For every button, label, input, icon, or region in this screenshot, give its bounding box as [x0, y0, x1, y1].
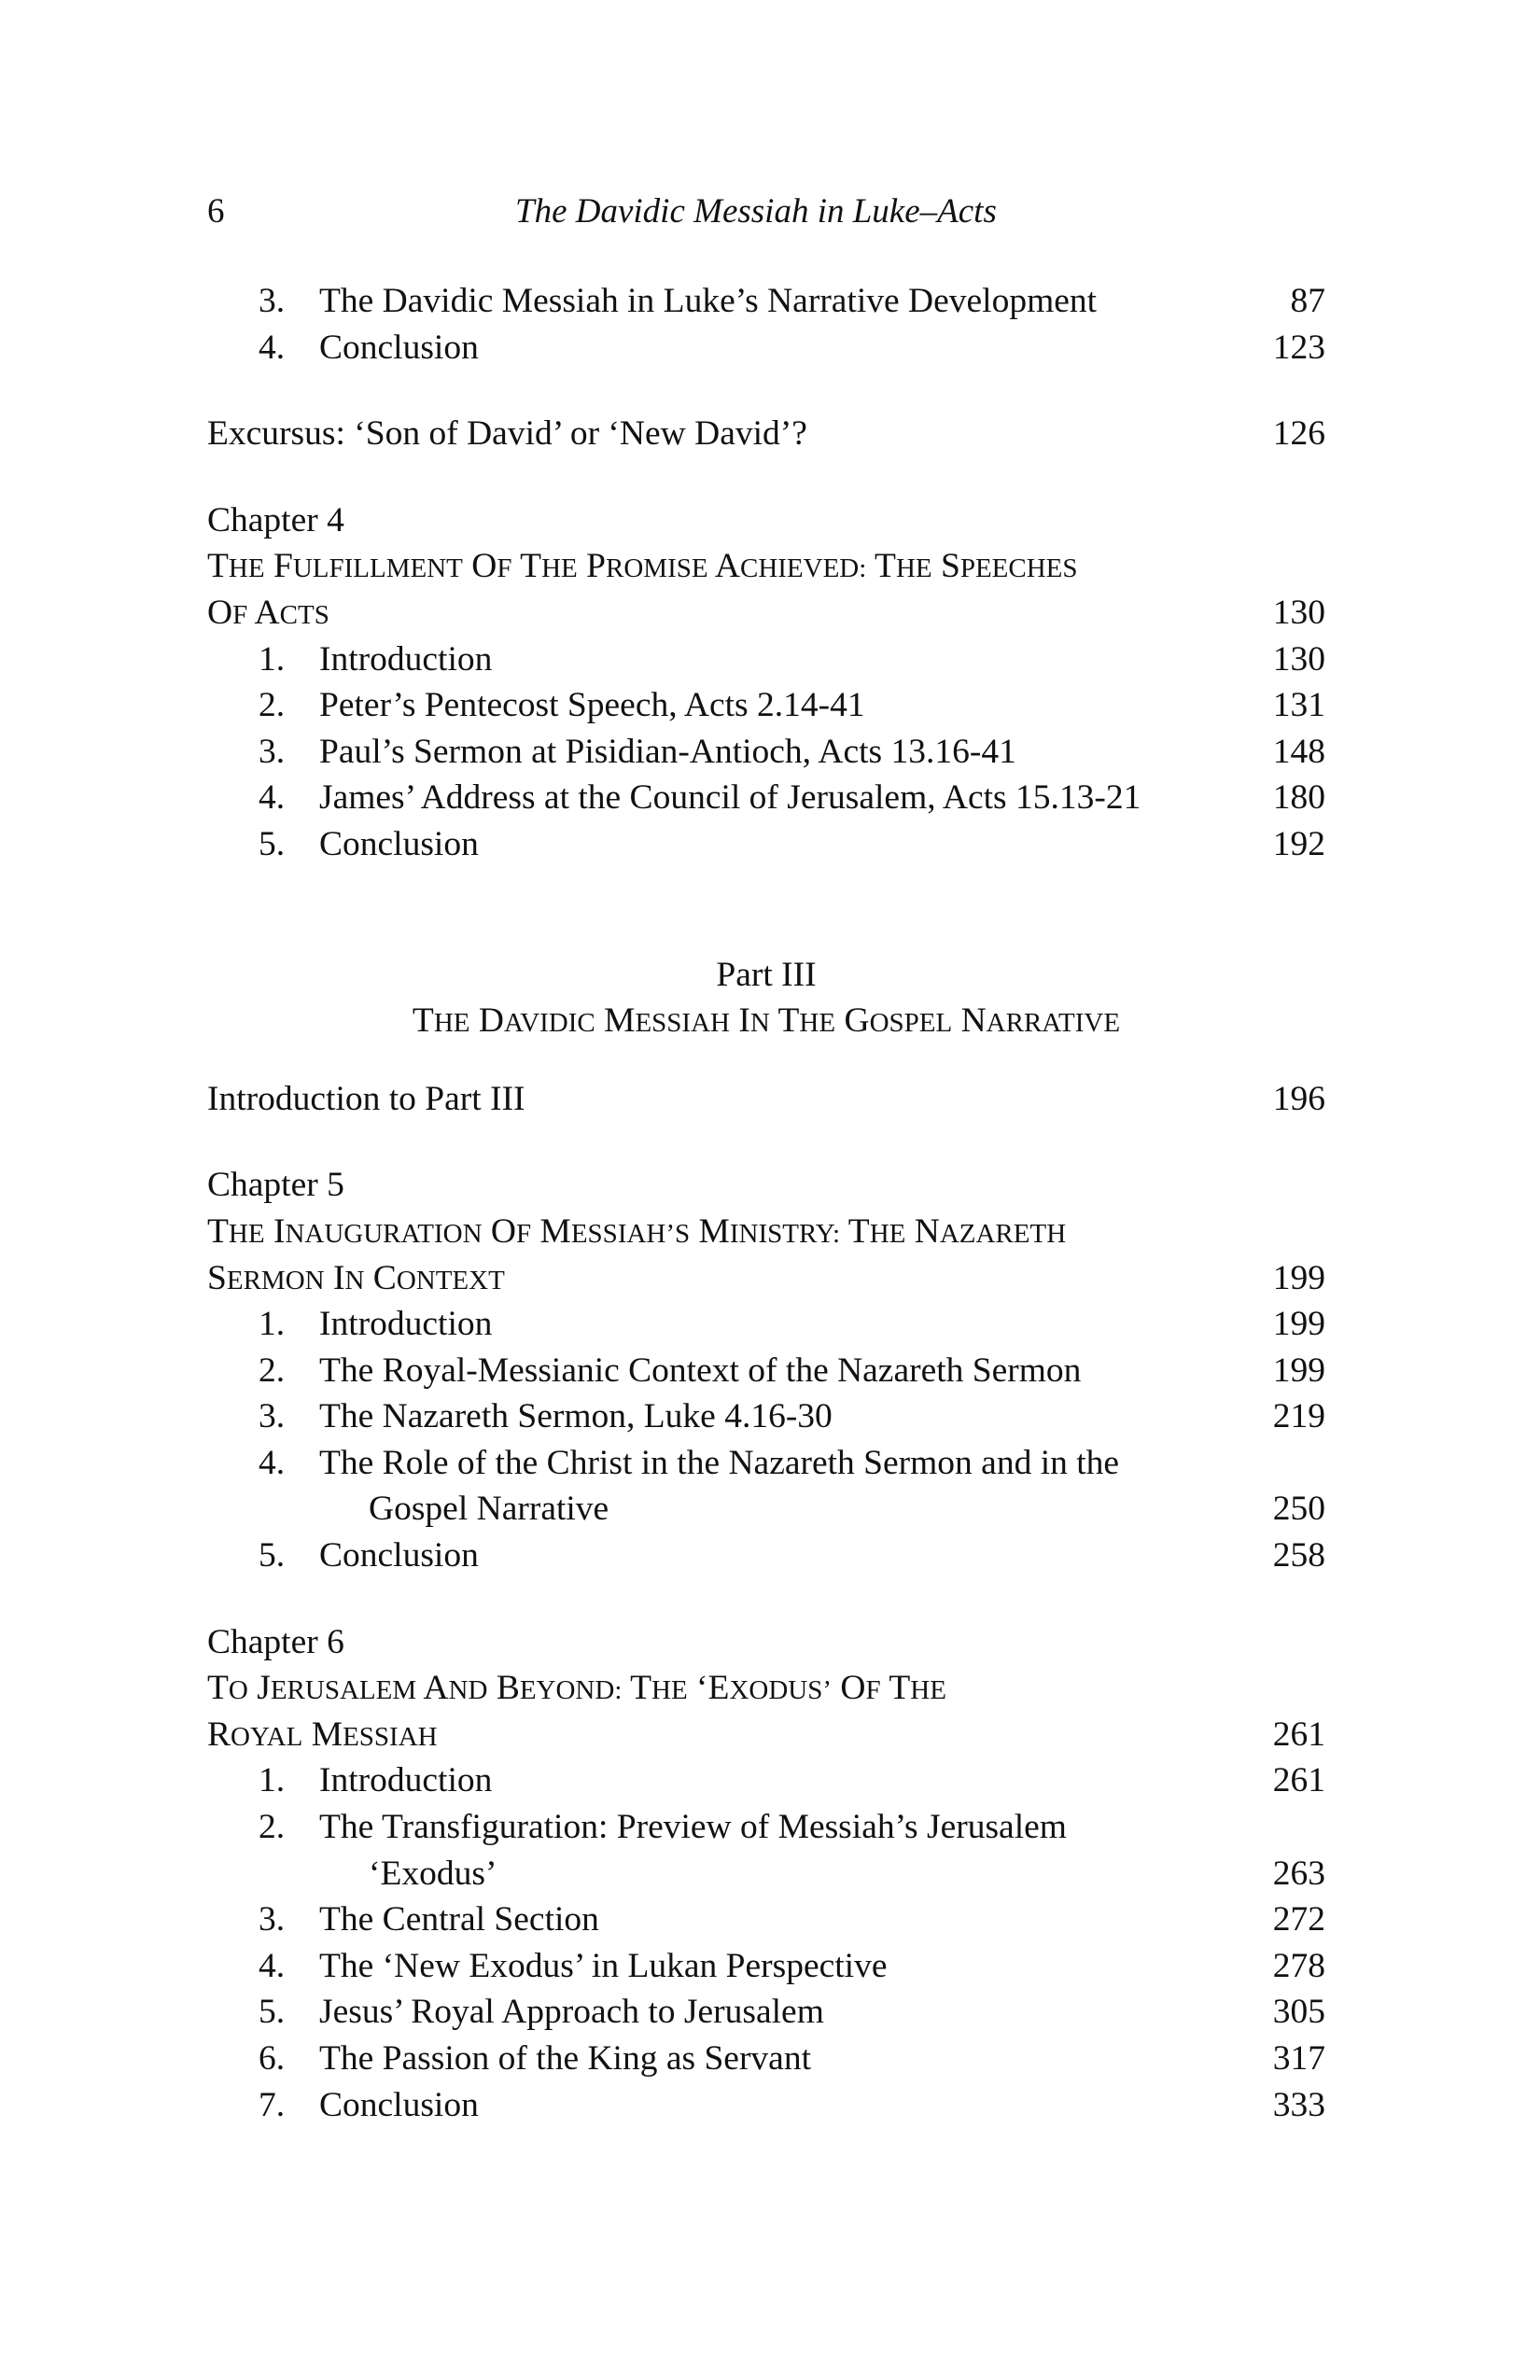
running-header [207, 191, 1327, 236]
running-title: The Davidic Messiah in Luke–Acts [515, 192, 997, 231]
chapter-page: 130 [1272, 593, 1325, 632]
toc-entry: 6. The Passion of the King as Servant 317 [259, 2039, 1325, 2078]
chapter-label: Chapter 4 [207, 500, 344, 539]
entry-number: 3. [259, 282, 286, 320]
toc-entry: 3. The Central Section 272 [259, 1900, 1325, 1939]
toc-entry [207, 325, 1325, 371]
toc-entry: 4. The Role of the Christ in the Nazareth Sermon and in the [259, 1443, 1120, 1482]
toc-entry: 2. Peter’s Pentecost Speech, Acts 2.14-41 131 [259, 686, 1325, 725]
toc-entry: 3. Paul’s Sermon at Pisidian-Antioch, Acts 13.16-41 148 [259, 732, 1325, 771]
part-label: Part III [716, 955, 817, 994]
toc-excursus [207, 411, 1325, 457]
entry-page: 123 [1272, 328, 1325, 367]
toc-entry: 3. The Nazareth Sermon, Luke 4.16-30 219 [259, 1397, 1325, 1436]
entry-number: 4. [259, 328, 286, 367]
chapter-title: THE INAUGURATION OF MESSIAH’S MINISTRY: THE NAZARETH [207, 1211, 1067, 1251]
entry-page: 87 [1290, 282, 1325, 320]
chapter-label: Chapter 6 [207, 1622, 344, 1661]
toc-entry [207, 278, 1325, 325]
table-of-contents [207, 278, 1325, 2128]
chapter-title: TO JERUSALEM AND BEYOND: THE ‘EXODUS’ OF THE [207, 1669, 946, 1708]
toc-entry: 4. The ‘New Exodus’ in Lukan Perspective 278 [259, 1946, 1325, 1985]
chapter-title: THE FULFILLMENT OF THE PROMISE ACHIEVED: THE SPEECHES [207, 547, 1078, 586]
toc-entry: 5. Conclusion 192 [259, 824, 1325, 863]
part-title: THE DAVIDIC MESSIAH IN THE GOSPEL NARRATIVE [412, 1001, 1121, 1041]
toc-entry: 4. James’ Address at the Council of Jerusalem, Acts 15.13-21 180 [259, 778, 1325, 818]
entry-title: Conclusion [319, 328, 479, 367]
toc-entry: 5. Conclusion 258 [259, 1536, 1325, 1575]
chapter-label: Chapter 5 [207, 1166, 344, 1205]
entry-title: The Davidic Messiah in Luke’s Narrative Development [319, 282, 1098, 320]
excursus-page: 126 [1272, 414, 1325, 454]
toc-entry: 1. Introduction 199 [259, 1305, 1325, 1344]
toc-entry-continuation: ‘Exodus’ 263 [369, 1854, 1325, 1893]
chapter-title: ROYAL MESSIAH 261 [207, 1715, 1325, 1754]
toc-entry: 5. Jesus’ Royal Approach to Jerusalem 305 [259, 1993, 1325, 2032]
toc-entry-continuation: Gospel Narrative 250 [369, 1490, 1325, 1529]
toc-entry: 2. The Royal-Messianic Context of the Nazareth Sermon 199 [259, 1351, 1325, 1390]
toc-entry: 1. Introduction 261 [259, 1761, 1325, 1800]
toc-entry: 1. Introduction 130 [259, 639, 1325, 679]
toc-part-intro: Introduction to Part III 196 [207, 1079, 1325, 1118]
chapter-title: OF ACTS 130 [207, 590, 1325, 637]
chapter-title: SERMON IN CONTEXT 199 [207, 1258, 1325, 1297]
toc-entry: 2. The Transfiguration: Preview of Messiah’s Jerusalem [259, 1808, 1067, 1847]
toc-entry: 7. Conclusion 333 [259, 2085, 1325, 2124]
excursus-title: Excursus: ‘Son of David’ or ‘New David’? [207, 414, 807, 454]
page-number: 6 [207, 192, 225, 231]
